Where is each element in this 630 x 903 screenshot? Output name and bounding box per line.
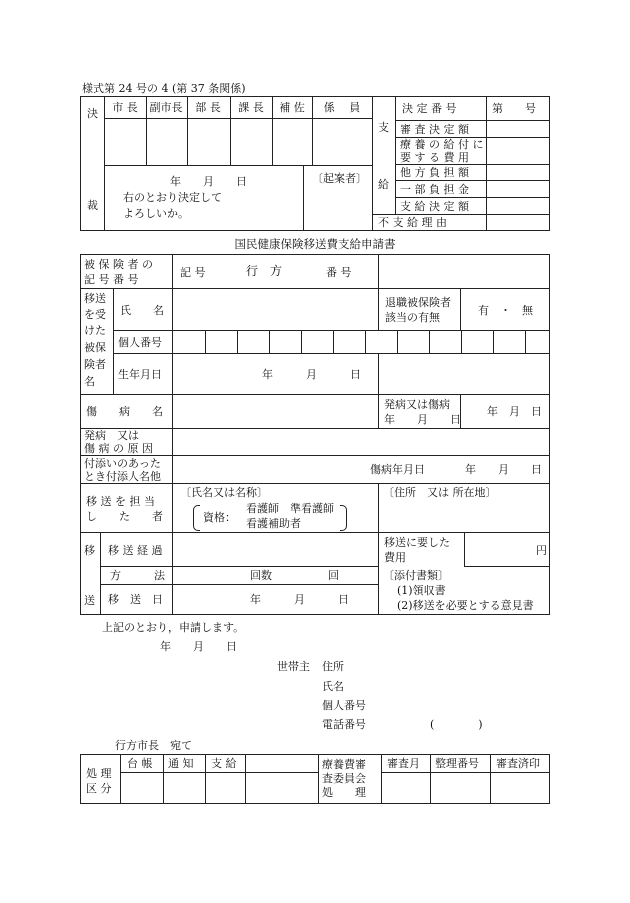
role-mayor: 市 長	[112, 101, 138, 114]
householder-phone: 電話番号	[322, 718, 366, 731]
payment-medical-cost-1: 療 養 の 給 付 に	[400, 138, 484, 151]
patient-side-3: けた	[84, 324, 106, 337]
attach-label: 〔添付書類〕	[383, 569, 449, 582]
attach-opinion: (2)移送を必要とする意見書	[397, 599, 534, 612]
committee-label-3: 処 理	[322, 786, 366, 799]
processing-label-2: 区 分	[86, 782, 112, 795]
transport-side-2: 送	[84, 594, 95, 607]
transport-side-1: 移	[84, 544, 95, 557]
attendant-label-2: とき付添人名他	[84, 470, 161, 483]
cause-label-1: 発病 又は	[84, 429, 139, 442]
payment-copay: 一 部 負 担 金	[400, 183, 469, 196]
patient-side-5: 険者	[84, 358, 106, 371]
onset-label-2: 年 月 日	[384, 413, 461, 426]
insured-kigo-label: 記 号	[180, 266, 206, 279]
birth-label: 生年月日	[118, 368, 162, 381]
reference-number: 整理番号	[435, 757, 479, 770]
patient-side-1: 移送	[84, 292, 106, 305]
qualification-bracket-left	[193, 505, 200, 531]
payment-decision-number-label: 決 定 番 号	[402, 102, 457, 115]
qualification-aide[interactable]: 看護補助者	[246, 517, 301, 530]
attach-receipt: (1)領収書	[397, 584, 446, 597]
householder-label: 世帯主	[277, 660, 310, 673]
retired-label-1: 退職被保険者	[385, 296, 451, 309]
qualification-nurse[interactable]: 看護師 準看護師	[246, 502, 334, 515]
role-deputy-mayor: 副市長	[149, 101, 183, 114]
qualification-bracket-right	[340, 505, 347, 531]
processing-notice: 通 知	[168, 757, 194, 770]
onset-label-1: 発病又は傷病	[384, 398, 450, 411]
cause-label-2: 傷 病 の 原 因	[84, 442, 153, 455]
patient-name-label: 氏 名	[120, 304, 164, 317]
payment-side-shi: 支	[378, 121, 389, 134]
injury-date-label: 傷病年月日	[370, 463, 425, 476]
route-label: 移 送 経 過	[108, 544, 163, 557]
patient-side-6: 名	[84, 375, 95, 388]
payment-decision-number-value: 第 号	[492, 102, 536, 115]
escort-label-2: し た 者	[86, 510, 163, 523]
escort-label-1: 移 送 を 担 当	[86, 495, 155, 508]
cost-unit: 円	[536, 544, 547, 557]
processing-label-1: 処 理	[86, 767, 112, 780]
cost-label-2: 費用	[384, 551, 406, 564]
injury-date-value: 年 月 日	[465, 463, 542, 476]
review-seal: 審査済印	[496, 757, 540, 770]
application-date: 年 月 日	[160, 640, 237, 653]
insured-kigo-value: 行 方	[246, 264, 283, 278]
retired-label-2: 該当の有無	[385, 311, 440, 324]
payment-medical-cost-2: 要 す る 費 用	[400, 151, 469, 164]
addressee: 行方市長 宛て	[115, 739, 192, 752]
cost-label-1: 移送に要した	[384, 536, 450, 549]
processing-payment: 支 給	[211, 757, 237, 770]
patient-side-2: を受	[84, 308, 106, 321]
birth-value: 年 月 日	[262, 368, 361, 381]
role-section-chief: 課 長	[238, 101, 264, 114]
count-label: 回数	[250, 569, 272, 582]
committee-label-1: 療養費審	[322, 758, 366, 771]
decision-draft-label: 〔起案者〕	[312, 172, 367, 185]
insured-bango-label: 番 号	[326, 266, 352, 279]
form-number: 様式第 24 号の 4 (第 37 条関係)	[82, 82, 246, 95]
count-unit: 回	[328, 569, 339, 582]
payment-decided-amount: 支 給 決 定 額	[400, 200, 469, 213]
payment-other-burden: 他 方 負 担 額	[400, 166, 469, 179]
escort-address-label: 〔住所 又は 所在地〕	[383, 486, 497, 499]
committee-label-2: 査委員会	[322, 772, 366, 785]
householder-name: 氏名	[322, 680, 344, 693]
decision-approve-2: よろしいか。	[123, 207, 189, 220]
application-statement: 上記のとおり，申請します。	[102, 621, 245, 634]
decision-side-ketsu: 決	[87, 107, 98, 120]
form-title: 国民健康保険移送費支給申請書	[234, 237, 396, 251]
processing-ledger: 台 帳	[127, 757, 153, 770]
householder-phone-paren: ( )	[430, 718, 483, 731]
disease-label: 傷 病 名	[86, 405, 163, 418]
onset-value: 年 月 日	[487, 405, 542, 418]
role-assistant: 補 佐	[279, 101, 305, 114]
payment-side-kyu: 給	[378, 178, 389, 191]
escort-name-label: 〔氏名又は名称〕	[180, 486, 268, 499]
attendant-label-1: 付添いのあった	[84, 457, 161, 470]
transport-date-label: 移 送 日	[108, 593, 163, 606]
decision-date: 年 月 日	[170, 175, 247, 188]
patient-side-4: 被保	[84, 341, 106, 354]
decision-side-sai: 裁	[87, 199, 98, 212]
role-staff: 係 員	[323, 101, 361, 114]
householder-address: 住所	[322, 660, 344, 673]
payment-review-amount: 審 査 決 定 額	[400, 123, 469, 136]
retired-value[interactable]: 有 ・ 無	[478, 304, 533, 317]
transport-date-value: 年 月 日	[250, 593, 349, 606]
qualification-label: 資格：	[203, 511, 236, 524]
insured-label-2: 記 号 番 号	[84, 273, 139, 286]
method-label: 方 法	[110, 569, 165, 582]
householder-mynumber: 個人番号	[322, 699, 366, 712]
review-month: 審査月	[387, 757, 420, 770]
insured-label-1: 被 保 険 者 の	[84, 258, 153, 271]
payment-reject-reason: 不 支 給 理 由	[378, 216, 447, 229]
mynumber-label: 個人番号	[118, 336, 162, 349]
role-director: 部 長	[195, 101, 221, 114]
decision-approve-1: 右のとおり決定して	[123, 191, 222, 204]
